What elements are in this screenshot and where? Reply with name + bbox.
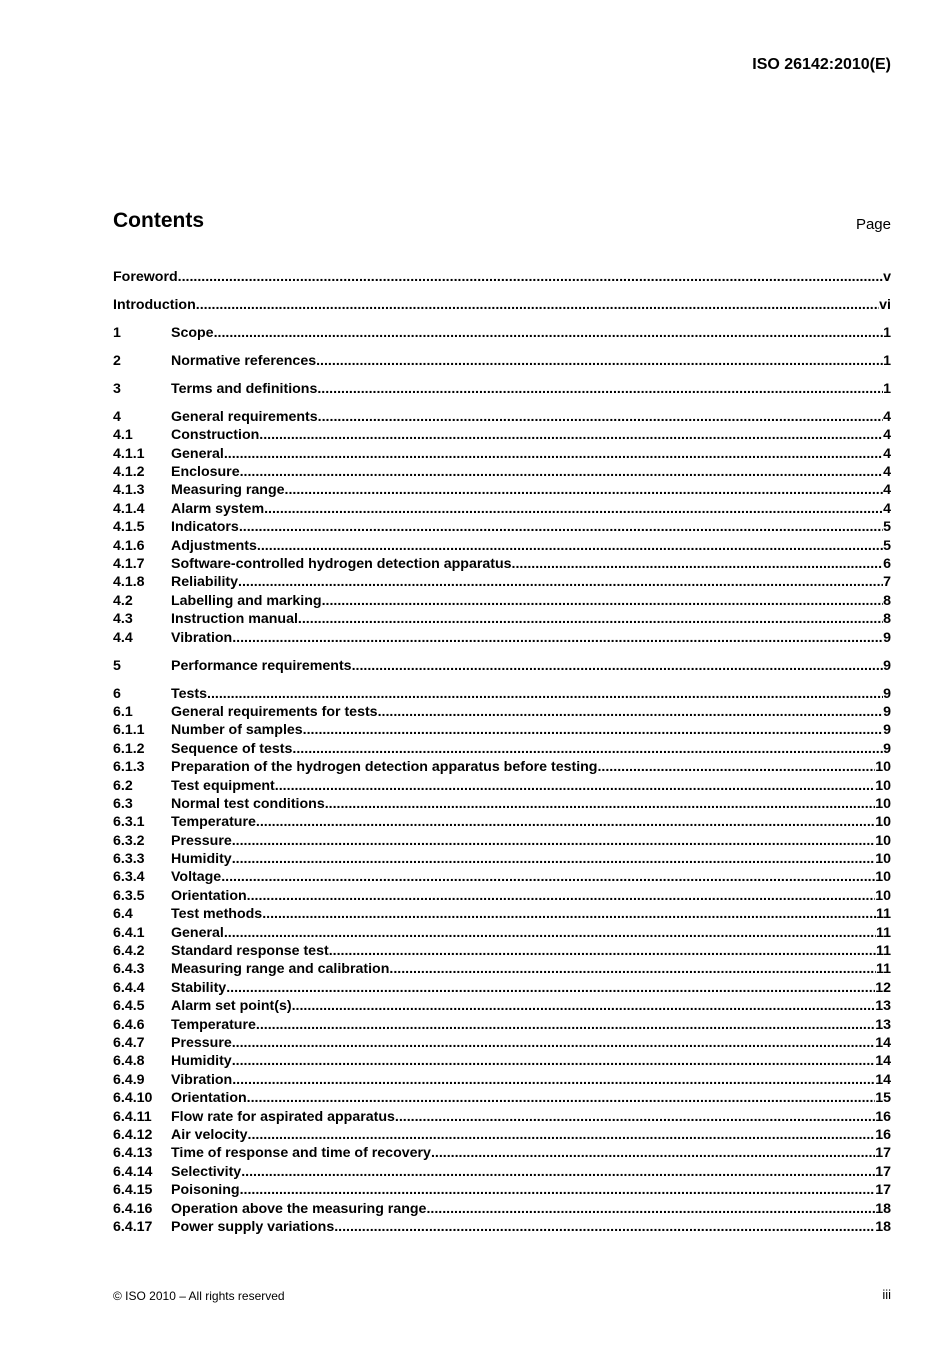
toc-dot-leader — [431, 1144, 875, 1162]
toc-entry-page: 6 — [883, 556, 891, 573]
toc-entry-number: 6.4.17 — [113, 1218, 153, 1235]
toc-dot-leader — [318, 408, 883, 426]
toc-entry-number: 6.3.3 — [113, 851, 145, 868]
toc-entry-number: 6.1.3 — [113, 759, 145, 776]
toc-dot-leader — [334, 1218, 875, 1236]
toc-entry[interactable] — [113, 1089, 891, 1107]
toc-dot-leader — [232, 850, 876, 868]
toc-entry[interactable] — [113, 1016, 891, 1034]
toc-dot-leader — [259, 426, 883, 444]
toc-entry-number: 4.1.7 — [113, 556, 145, 573]
toc-entry-title: Pressure — [171, 1035, 232, 1051]
toc-entry-page: 5 — [883, 537, 891, 554]
toc-entry-title: Foreword — [113, 269, 178, 285]
toc-entry-number: 6.4 — [113, 906, 133, 923]
toc-dot-leader — [241, 1163, 875, 1181]
toc-dot-leader — [196, 296, 879, 314]
toc-entry-title: Tests — [171, 685, 208, 702]
copyright-notice: © ISO 2010 – All rights reserved — [113, 1289, 285, 1303]
toc-entry-page: 9 — [883, 657, 891, 674]
toc-entry-page: 10 — [875, 795, 891, 812]
toc-entry-number: 6.2 — [113, 777, 133, 794]
toc-entry-number: 6.4.8 — [113, 1053, 145, 1070]
toc-entry-title: Adjustments — [171, 537, 257, 554]
toc-entry[interactable] — [113, 463, 891, 481]
toc-dot-leader — [292, 740, 883, 758]
toc-entry-number: 5 — [113, 657, 121, 674]
toc-entry-title: General requirements for tests — [171, 703, 378, 720]
toc-entry-number: 4.3 — [113, 611, 133, 628]
toc-entry-title: Performance requirements — [171, 657, 352, 674]
toc-entry[interactable] — [113, 1108, 891, 1126]
toc-entry[interactable] — [113, 685, 891, 703]
toc-entry-number: 6 — [113, 685, 121, 702]
toc-entry-page: 8 — [883, 611, 891, 628]
toc-entry-page: 10 — [875, 814, 891, 831]
toc-dot-leader — [256, 813, 875, 831]
toc-entry[interactable] — [113, 1163, 891, 1181]
toc-entry-title: Humidity — [171, 851, 232, 868]
toc-entry[interactable] — [113, 1181, 891, 1199]
toc-entry-title: Selectivity — [171, 1163, 242, 1180]
toc-entry-number: 4.1.6 — [113, 537, 145, 554]
toc-entry-number: 6.3.4 — [113, 869, 145, 886]
toc-entry-page: 14 — [875, 1071, 891, 1088]
toc-entry-title: Scope — [171, 324, 214, 341]
toc-entry[interactable] — [113, 592, 891, 610]
toc-dot-leader — [232, 1071, 875, 1089]
toc-entry-page: 4 — [883, 408, 891, 425]
toc-entry[interactable] — [113, 997, 891, 1015]
toc-entry-title: Instruction manual — [171, 611, 298, 628]
toc-entry-title: Standard response test — [171, 943, 329, 960]
toc-entry-title: Enclosure — [171, 464, 240, 481]
toc-entry-title: Number of samples — [171, 722, 303, 739]
toc-dot-leader — [316, 352, 883, 370]
toc-entry-number: 1 — [113, 324, 121, 341]
toc-entry-page: 17 — [875, 1182, 891, 1199]
toc-entry-title: Poisoning — [171, 1182, 240, 1199]
toc-dot-leader — [257, 537, 883, 555]
toc-entry[interactable] — [113, 832, 891, 850]
toc-entry[interactable] — [113, 408, 891, 426]
toc-entry-number: 6.4.13 — [113, 1145, 153, 1162]
toc-entry[interactable] — [113, 445, 891, 463]
toc-entry-page: 8 — [883, 592, 891, 609]
toc-entry[interactable] — [113, 740, 891, 758]
toc-entry-number: 6.3 — [113, 795, 133, 812]
toc-entry[interactable] — [113, 500, 891, 518]
toc-entry-title: Alarm set point(s) — [171, 998, 292, 1015]
toc-entry-page: 4 — [883, 482, 891, 499]
toc-entry-number: 4.1.5 — [113, 519, 145, 536]
toc-entry-number: 6.4.16 — [113, 1200, 153, 1217]
toc-entry[interactable] — [113, 555, 891, 573]
toc-entry-title: Normative references — [171, 352, 317, 369]
toc-entry-title: Labelling and marking — [171, 592, 322, 609]
toc-entry-title: Introduction — [113, 296, 196, 313]
document-id: ISO 26142:2010(E) — [752, 56, 891, 73]
toc-entry-number: 6.4.7 — [113, 1035, 145, 1051]
toc-entry-number: 4.1.8 — [113, 574, 145, 591]
toc-dot-leader — [329, 942, 876, 960]
toc-dot-leader — [232, 1052, 876, 1070]
toc-entry-number: 4.2 — [113, 592, 133, 609]
toc-entry[interactable] — [113, 924, 891, 942]
toc-entry-number: 4.1 — [113, 427, 133, 444]
toc-dot-leader — [226, 979, 875, 997]
toc-entry-title: Preparation of the hydrogen detection apparatus before testing — [171, 759, 598, 776]
table-of-contents — [113, 268, 891, 1236]
toc-entry[interactable] — [113, 813, 891, 831]
toc-entry[interactable] — [113, 426, 891, 444]
toc-entry-number: 6.1 — [113, 703, 133, 720]
toc-entry[interactable] — [113, 1052, 891, 1070]
toc-entry-page: 10 — [875, 832, 891, 849]
toc-entry-number: 6.4.10 — [113, 1090, 153, 1107]
toc-dot-leader — [240, 463, 884, 481]
toc-dot-leader — [325, 795, 876, 813]
toc-entry[interactable] — [113, 758, 891, 776]
toc-dot-leader — [232, 832, 875, 850]
toc-entry-page: 11 — [876, 906, 891, 923]
toc-entry-title: Test methods — [171, 906, 263, 923]
toc-entry-page: 13 — [875, 1016, 891, 1033]
toc-entry-title: Construction — [171, 427, 260, 444]
toc-entry-title: Temperature — [171, 814, 256, 831]
toc-entry-page: 4 — [883, 500, 891, 517]
toc-entry-title: Temperature — [171, 1016, 256, 1033]
toc-entry-title: Measuring range and calibration — [171, 961, 390, 978]
toc-entry-page: 18 — [875, 1218, 891, 1235]
toc-entry-page: 10 — [875, 869, 891, 886]
toc-dot-leader — [262, 905, 876, 923]
toc-entry-number: 6.4.12 — [113, 1126, 153, 1143]
toc-entry-page: 12 — [875, 979, 891, 996]
toc-entry-number: 6.4.15 — [113, 1182, 153, 1199]
toc-entry[interactable] — [113, 352, 891, 370]
toc-entry-number: 6.4.5 — [113, 998, 145, 1015]
toc-entry-number: 6.3.1 — [113, 814, 145, 831]
toc-dot-leader — [395, 1108, 875, 1126]
toc-entry-number: 6.1.2 — [113, 740, 145, 757]
toc-entry-title: Test equipment — [171, 777, 275, 794]
toc-entry-page: 17 — [875, 1163, 891, 1180]
toc-entry-title: Alarm system — [171, 500, 265, 517]
toc-entry-title: Stability — [171, 979, 227, 996]
toc-dot-leader — [597, 758, 875, 776]
toc-entry[interactable] — [113, 610, 891, 628]
toc-entry-page: 9 — [883, 740, 891, 757]
toc-entry-number: 6.4.2 — [113, 943, 145, 960]
toc-dot-leader — [238, 573, 883, 591]
toc-dot-leader — [317, 380, 883, 398]
toc-entry[interactable] — [113, 777, 891, 795]
toc-entry-title: Operation above the measuring range — [171, 1200, 427, 1217]
toc-entry-page: 11 — [876, 943, 891, 960]
toc-entry-title: Sequence of tests — [171, 740, 293, 757]
toc-entry[interactable] — [113, 1200, 891, 1218]
toc-dot-leader — [285, 481, 884, 499]
toc-entry-page: vi — [879, 296, 891, 313]
toc-entry-page: 9 — [883, 703, 891, 720]
toc-entry[interactable] — [113, 324, 891, 342]
toc-entry-page: 10 — [875, 759, 891, 776]
toc-entry-number: 4.4 — [113, 629, 133, 646]
toc-entry[interactable] — [113, 518, 891, 536]
toc-entry-number: 3 — [113, 380, 121, 397]
toc-entry[interactable] — [113, 1034, 891, 1052]
toc-dot-leader — [275, 777, 875, 795]
toc-entry[interactable] — [113, 629, 891, 647]
toc-entry-page: 4 — [883, 464, 891, 481]
toc-entry-title: Terms and definitions — [171, 380, 318, 397]
toc-entry-number: 6.4.14 — [113, 1163, 153, 1180]
toc-dot-leader — [426, 1200, 875, 1218]
toc-dot-leader — [239, 518, 883, 536]
toc-entry-title: Humidity — [171, 1053, 232, 1070]
toc-dot-leader — [240, 1181, 876, 1199]
toc-entry-number: 6.4.4 — [113, 979, 145, 996]
toc-entry-title: General requirements — [171, 408, 318, 425]
toc-entry-title: Orientation — [171, 1090, 247, 1107]
toc-entry[interactable] — [113, 296, 891, 314]
toc-entry-page: 10 — [875, 851, 891, 868]
toc-entry[interactable] — [113, 960, 891, 978]
toc-entry-title: Time of response and time of recovery — [171, 1145, 431, 1162]
toc-entry-number: 4.1.4 — [113, 500, 145, 517]
toc-entry-page: 14 — [875, 1053, 891, 1070]
toc-dot-leader — [221, 868, 875, 886]
toc-dot-leader — [378, 703, 884, 721]
toc-entry-title: Air velocity — [171, 1126, 248, 1143]
toc-entry-page: 17 — [875, 1145, 891, 1162]
page-number: iii — [882, 1287, 891, 1302]
toc-dot-leader — [247, 1089, 876, 1107]
toc-dot-leader — [232, 1034, 875, 1052]
toc-entry-page: 16 — [875, 1126, 891, 1143]
toc-entry-title: General — [171, 924, 224, 941]
toc-entry-title: Voltage — [171, 869, 222, 886]
toc-entry[interactable] — [113, 887, 891, 905]
toc-entry-page: 9 — [883, 722, 891, 739]
toc-dot-leader — [322, 592, 884, 610]
toc-dot-leader — [303, 721, 883, 739]
toc-entry[interactable] — [113, 868, 891, 886]
toc-entry-title: Vibration — [171, 1071, 233, 1088]
toc-entry-number: 2 — [113, 352, 121, 369]
toc-entry-title: Power supply variations — [171, 1218, 335, 1235]
toc-entry-number: 4 — [113, 408, 121, 425]
toc-entry-number: 6.4.11 — [113, 1108, 152, 1125]
toc-entry[interactable] — [113, 979, 891, 997]
toc-entry[interactable] — [113, 1218, 891, 1236]
toc-dot-leader — [389, 960, 876, 978]
toc-entry-title: Reliability — [171, 574, 239, 591]
toc-entry-page: 1 — [883, 352, 891, 369]
toc-entry-page: 18 — [875, 1200, 891, 1217]
toc-dot-leader — [292, 997, 876, 1015]
toc-entry-page: 4 — [883, 445, 891, 462]
toc-entry-title: Indicators — [171, 519, 239, 536]
toc-entry-page: 4 — [883, 427, 891, 444]
toc-entry[interactable] — [113, 942, 891, 960]
toc-entry-page: 16 — [875, 1108, 891, 1125]
toc-entry-title: Flow rate for aspirated apparatus — [171, 1108, 395, 1125]
toc-entry-number: 6.4.3 — [113, 961, 145, 978]
toc-dot-leader — [207, 685, 883, 703]
toc-dot-leader — [224, 924, 876, 942]
toc-entry-number: 6.4.6 — [113, 1016, 145, 1033]
toc-entry[interactable] — [113, 268, 891, 286]
toc-entry-number: 6.1.1 — [113, 722, 145, 739]
toc-entry-page: 15 — [875, 1090, 891, 1107]
toc-entry-page: v — [883, 269, 891, 285]
toc-entry-page: 1 — [883, 324, 891, 341]
toc-entry[interactable] — [113, 1071, 891, 1089]
toc-entry-page: 9 — [883, 629, 891, 646]
toc-entry-number: 6.4.9 — [113, 1071, 145, 1088]
toc-entry[interactable] — [113, 703, 891, 721]
toc-entry-title: Software-controlled hydrogen detection apparatus — [171, 556, 512, 573]
toc-entry-page: 10 — [875, 887, 891, 904]
page-column-label: Page — [855, 216, 891, 233]
contents-heading: Contents — [113, 209, 204, 232]
toc-entry-page: 10 — [875, 777, 891, 794]
toc-dot-leader — [512, 555, 884, 573]
toc-dot-leader — [224, 445, 883, 463]
toc-entry[interactable] — [113, 481, 891, 499]
toc-entry[interactable] — [113, 657, 891, 675]
toc-entry-page: 1 — [883, 380, 891, 397]
toc-entry-number: 4.1.2 — [113, 464, 145, 481]
toc-entry[interactable] — [113, 905, 891, 923]
toc-entry[interactable] — [113, 795, 891, 813]
toc-entry-page: 7 — [883, 574, 891, 591]
toc-dot-leader — [178, 268, 883, 286]
toc-entry[interactable] — [113, 573, 891, 591]
toc-entry-page: 14 — [875, 1035, 891, 1051]
toc-entry-title: Pressure — [171, 832, 232, 849]
toc-entry-number: 6.3.2 — [113, 832, 145, 849]
toc-entry-number: 6.3.5 — [113, 887, 145, 904]
toc-dot-leader — [298, 610, 883, 628]
toc-entry-number: 6.4.1 — [113, 924, 145, 941]
toc-entry-title: Orientation — [171, 887, 247, 904]
toc-entry[interactable] — [113, 537, 891, 555]
toc-entry-page: 9 — [883, 685, 891, 702]
toc-entry-page: 13 — [875, 998, 891, 1015]
toc-entry-page: 11 — [876, 961, 891, 978]
toc-entry-title: Vibration — [171, 629, 233, 646]
toc-entry-title: Normal test conditions — [171, 795, 325, 812]
toc-entry-number: 4.1.1 — [113, 445, 145, 462]
toc-entry[interactable] — [113, 380, 891, 398]
toc-entry-number: 4.1.3 — [113, 482, 145, 499]
toc-dot-leader — [264, 500, 883, 518]
toc-dot-leader — [232, 629, 883, 647]
toc-dot-leader — [352, 657, 884, 675]
toc-entry-title: General — [171, 445, 224, 462]
toc-dot-leader — [214, 324, 884, 342]
toc-entry-page: 11 — [876, 924, 891, 941]
toc-entry-title: Measuring range — [171, 482, 285, 499]
toc-entry[interactable] — [113, 850, 891, 868]
toc-dot-leader — [247, 887, 876, 905]
toc-entry[interactable] — [113, 1126, 891, 1144]
toc-entry-page: 5 — [883, 519, 891, 536]
toc-dot-leader — [248, 1126, 876, 1144]
toc-dot-leader — [256, 1016, 875, 1034]
toc-entry[interactable] — [113, 1144, 891, 1162]
toc-entry[interactable] — [113, 721, 891, 739]
